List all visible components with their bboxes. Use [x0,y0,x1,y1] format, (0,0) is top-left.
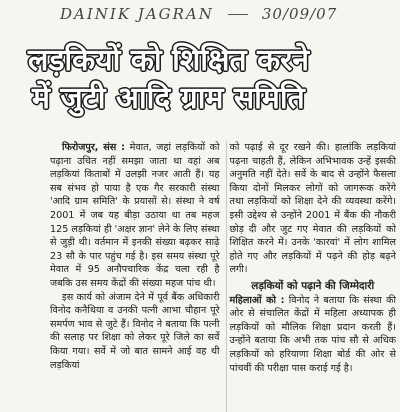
headline-line-2: में जुटी आदि ग्राम समिति [32,81,305,116]
column-2-paragraph-2 [230,294,397,376]
article-headline [28,42,396,118]
handwritten-source: DAINIK JAGRAN [60,5,214,23]
article-body [50,141,396,412]
column-1-paragraph-2: इस कार्य को अंजाम देने में पूर्व बैंक अधिकारी विनोद कनैथिया व उनकी पत्नी आभा चौहान पूरे समर्पण भाव से जुटे हैं। विनोद ने बताया कि पत्नी की सलाह पर शिक्षा को लेकर पूरे जिले का सर्वे किया गया। सर्वे में जो बात सामने आई वह थी लड़कियां [50,291,220,371]
handwritten-dash [228,14,248,15]
subheading-continuation: महिलाओं को : [229,294,285,306]
column-1-paragraph-1 [50,141,220,291]
section-subheading: लड़कियों को पढ़ाने की जिम्मेदारी [251,279,375,292]
headline-line-1: लड़कियों को शिक्षित करने [28,43,310,78]
handwritten-annotation [60,0,390,28]
article-column-1 [50,141,220,412]
article-column-2 [226,141,397,412]
dateline: फिरोजपुर, संस : [62,142,125,153]
column-2-paragraph-2-text: विनोद ने बताया कि संस्था की ओर से संचालित केंद्रों में महिला अध्यापक ही लड़कियों को मौलिक शिक्षा प्रदान करती हैं। उन्होंने बताया कि अभी तक पांच सौ से अधिक लड़कियों को हरियाणा शिक्षा बोर्ड की ओर से पांचवीं की परीक्षा पास कराई गई है। [229,294,396,374]
column-2-paragraph-1: को पढ़ाई से दूर रखने की। हालांकि लड़कियां पढ़ना चाहती हैं, लेकिन अभिभावक उन्हें इसकी अनुमति नहीं देते। सर्वे के बाद से उन्होंने फैसला किया दोनों मिलकर लोगों को जागरूक करेंगे तथा लड़कियों को शिक्षा देने की व्यवस्था करेंगे। इसी उद्देश्य से उन्होंने 2001 में बैंक की नौकरी छोड़ दी और जुट गए मेवात की लड़कियों को शिक्षित करने में। उनके 'कारवां' में लोग शामिल होते गए और लड़कियों में पढ़ने की होड़ बढ़ने लगी। [229,142,396,276]
handwritten-date: 30/09/07 [261,5,338,23]
column-1-paragraph-1-text: मेवात, जहां लड़कियों को पढ़ाना उचित नहीं समझा जाता था वहां अब लड़कियां किताबों में उलझी नजर आती हैं। यह सब संभव हो पाया है एक गैर सरकारी संस्था 'आदि ग्राम समिति' के प्रयासों से। संस्था ने वर्ष 2001 में जब यह बीड़ा उठाया था तब महज 125 लड़कियां ही 'अक्षर ज्ञान' लेने के लिए संस्था से जुड़ी थी। वर्तमान में इनकी संख्या बढ़कर साढ़े 23 सौ के पार पहुंच गई है। इस समय संस्था पूरे मेवात में 95 अनौपचारिक केंद्र चला रही है जबकि उस समय केंद्रों की संख्या महज पांच थी। [50,142,220,289]
